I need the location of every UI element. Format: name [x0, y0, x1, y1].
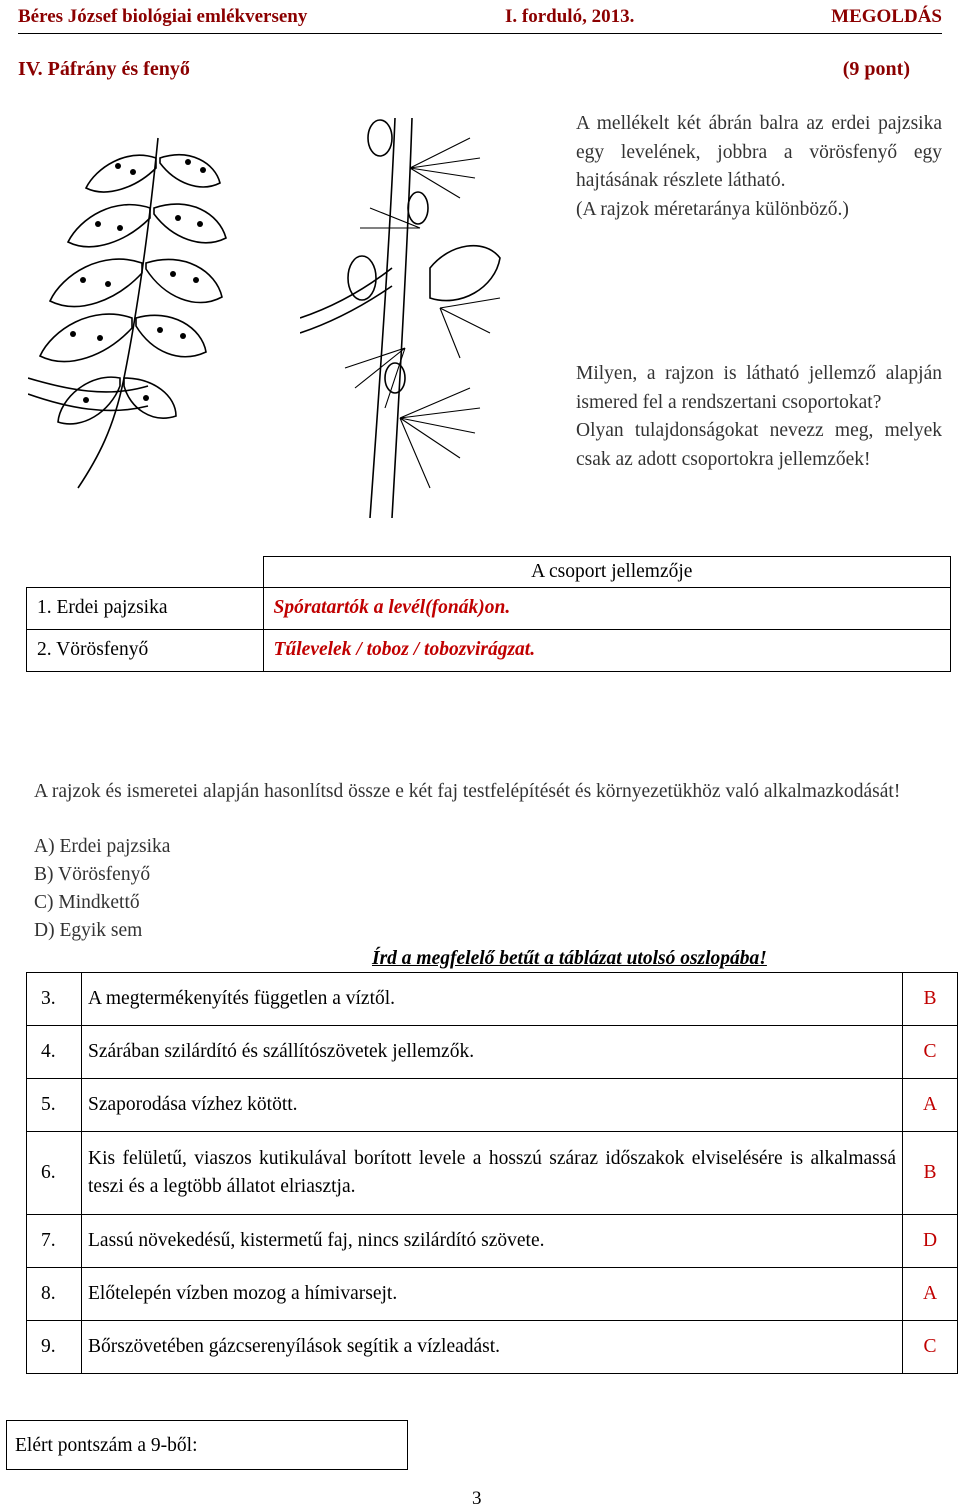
row-answer: A — [903, 1268, 958, 1321]
larch-shoot-illustration — [300, 118, 570, 518]
row-answer: B — [903, 973, 958, 1026]
table-row — [27, 973, 958, 1026]
row-answer-2: Tűlevelek / toboz / tobozvirágzat. — [263, 629, 951, 671]
task-instruction: Olyan tulajdonságokat nevezz meg, melyek csak az adott csoportokra jellemzőek! — [576, 420, 942, 470]
round-info: I. forduló, 2013. — [505, 6, 635, 27]
table-row — [27, 1132, 958, 1215]
task-text — [576, 360, 942, 474]
solution-label: MEGOLDÁS — [831, 6, 942, 27]
row-answer: B — [903, 1132, 958, 1215]
header-divider — [18, 33, 942, 34]
row-statement: Kis felületű, viaszos kutikulával borított levele a hosszú száraz időszakok elviselésére is alkalmassá teszi és a legtöbb állatot elriasztja. — [82, 1132, 903, 1215]
row-statement: Szaporodása vízhez kötött. — [82, 1079, 903, 1132]
fill-instruction: Írd a megfelelő betűt a táblázat utolsó oszlopába! — [372, 948, 767, 969]
option-b: B) Vörösfenyő — [34, 864, 151, 885]
competition-name: Béres József biológiai emlékverseny — [18, 6, 308, 27]
row-statement: Lassú növekedésű, kistermetű faj, nincs szilárdító szövete. — [82, 1215, 903, 1268]
table-row — [27, 1079, 958, 1132]
option-d: D) Egyik sem — [34, 920, 143, 941]
table-row — [27, 1215, 958, 1268]
row-number: 9. — [27, 1321, 82, 1374]
intro-text — [576, 110, 942, 224]
table-row — [27, 1268, 958, 1321]
row-number: 8. — [27, 1268, 82, 1321]
page-number: 3 — [472, 1488, 482, 1509]
row-number: 5. — [27, 1079, 82, 1132]
row-answer: D — [903, 1215, 958, 1268]
table-row — [27, 1026, 958, 1079]
row-answer: C — [903, 1026, 958, 1079]
row-statement: Előtelepén vízben mozog a hímivarsejt. — [82, 1268, 903, 1321]
row-label-1: 1. Erdei pajzsika — [27, 587, 264, 629]
characteristics-table — [26, 556, 951, 672]
row-statement: A megtermékenyítés független a víztől. — [82, 973, 903, 1026]
table-row — [27, 1321, 958, 1374]
row-answer: C — [903, 1321, 958, 1374]
characteristics-header: A csoport jellemzője — [263, 557, 951, 588]
row-number: 7. — [27, 1215, 82, 1268]
row-number: 6. — [27, 1132, 82, 1215]
section-points: (9 pont) — [842, 58, 910, 80]
row-label-2: 2. Vörösfenyő — [27, 629, 264, 671]
score-box: Elért pontszám a 9-ből: — [6, 1420, 408, 1470]
intro-paragraph-1: A mellékelt két ábrán balra az erdei pajzsika egy levelének, jobbra a vörösfenyő egy hajtásának részlete látható. — [576, 113, 942, 191]
option-c: C) Mindkettő — [34, 892, 140, 913]
row-answer-1: Spóratartók a levél(fonák)on. — [263, 587, 951, 629]
page-header — [18, 6, 942, 32]
row-number: 4. — [27, 1026, 82, 1079]
comparison-question: A rajzok és ismeretei alapján hasonlítsd össze e két faj testfelépítését és környezetükhöz való alkalmazkodását! — [34, 781, 901, 802]
answer-table — [26, 972, 958, 1374]
row-statement: Szárában szilárdító és szállítószövetek jellemzők. — [82, 1026, 903, 1079]
intro-paragraph-1b: (A rajzok méretaránya különböző.) — [576, 198, 849, 220]
row-answer: A — [903, 1079, 958, 1132]
row-statement: Bőrszövetében gázcserenyílások segítik a vízleadást. — [82, 1321, 903, 1374]
row-number: 3. — [27, 973, 82, 1026]
answer-options — [34, 833, 170, 945]
option-a: A) Erdei pajzsika — [34, 836, 171, 857]
section-title: IV. Páfrány és fenyő — [18, 58, 190, 80]
fern-leaf-illustration — [28, 128, 248, 498]
task-question: Milyen, a rajzon is látható jellemző alapján ismered fel a rendszertani csoportokat? — [576, 363, 942, 413]
